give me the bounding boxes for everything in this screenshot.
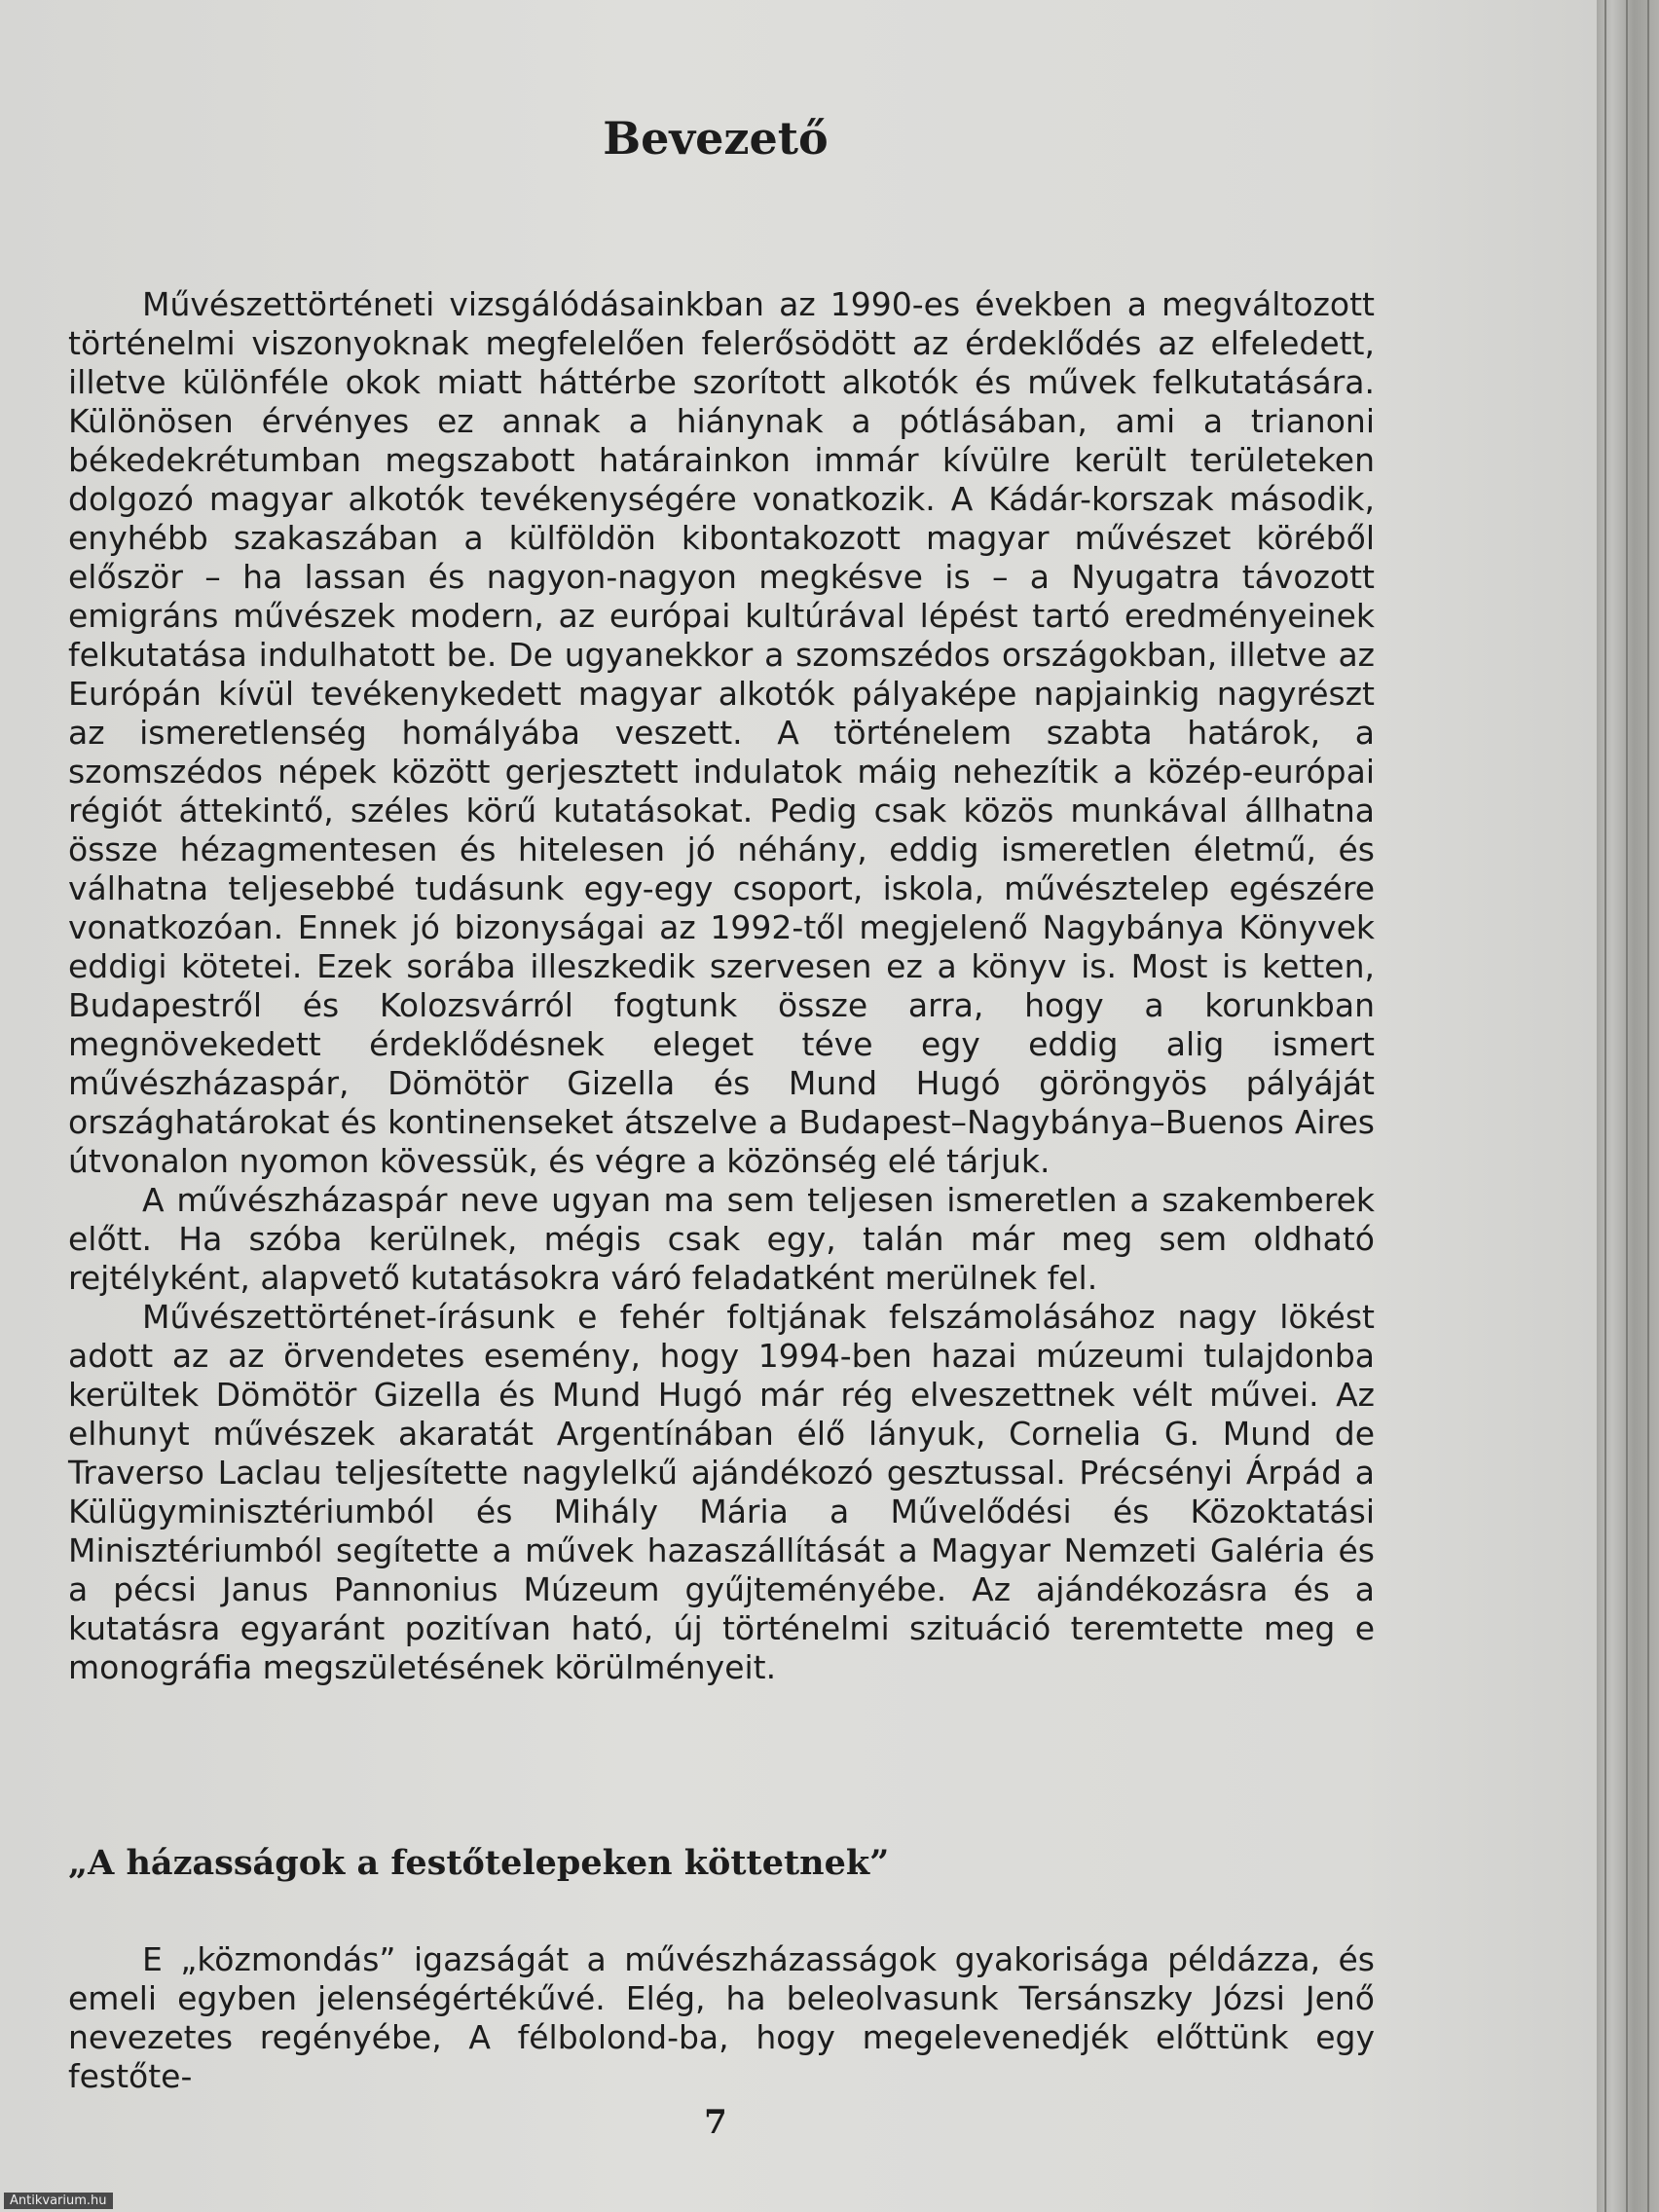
spine-edge-line bbox=[1647, 0, 1649, 2212]
page-title: Bevezető bbox=[603, 112, 829, 165]
section-heading: „A házasságok a festőtelepeken köttetnek” bbox=[68, 1843, 890, 1883]
section-text bbox=[68, 1940, 1375, 2096]
paragraph: A művészházaspár neve ugyan ma sem teljesen ismeretlen a szakemberek előtt. Ha szóba kerülnek, mégis csak egy, talán már meg sem oldható rejtélyként, alapvető kutatásokra váró feladatként merülnek fel. bbox=[68, 1181, 1375, 1297]
book-spine bbox=[1597, 0, 1659, 2212]
spine-edge-line bbox=[1626, 0, 1628, 2212]
paragraph: Művészettörténet-írásunk e fehér foltjának felszámolásához nagy lökést adott az az örvendetes esemény, hogy 1994-ben hazai múzeumi tulajdonba kerültek Dömötör Gizella és Mund Hugó már rég elveszettnek vélt művei. Az elhunyt művészek akaratát Argentínában élő lányuk, Cornelia G. Mund de Traverso Laclau teljesítette nagylelkű ajándékozó gesztussal. Précsényi Árpád a Külügyminisztériumból és Mihály Mária a Művelődési és Közoktatási Minisztériumból segítette a művek hazaszállítását a Magyar Nemzeti Galéria és a pécsi Janus Pannonius Múzeum gyűjteményébe. Az ajándékozásra és a kutatásra egyaránt pozitívan ható, új történelmi szituáció teremtette meg e monográfia megszületésének körülményeit. bbox=[68, 1298, 1375, 1686]
spine-edge-line bbox=[1604, 0, 1606, 2212]
watermark: Antikvarium.hu bbox=[4, 2193, 113, 2209]
intro-text bbox=[68, 285, 1375, 1687]
paragraph: E „közmondás” igazságát a művészházasságok gyakorisága példázza, és emeli egyben jelenségértékűvé. Elég, ha beleolvasunk Tersánszky Józsi Jenő nevezetes regényébe, A félbolond-ba, hogy megelevenedjék előttünk egy festőte- bbox=[68, 1940, 1375, 2095]
page-number: 7 bbox=[704, 2103, 727, 2142]
paragraph: Művészettörténeti vizsgálódásainkban az 1990-es években a megváltozott történelmi viszonyoknak megfelelően felerősödött az érdeklődés az elfeledett, illetve különféle okok miatt háttérbe szorított alkotók és művek felkutatására. Különösen érvényes ez annak a hiánynak a pótlásában, ami a trianoni békedekrétumban megszabott határainkon immár kívülre került területeken dolgozó magyar alkotók tevékenységére vonatkozik. A Kádár-korszak második, enyhébb szakaszában a külföldön kibontakozott magyar művészet köréből először – ha lassan és nagyon-nagyon megkésve is – a Nyugatra távozott emigráns művészek modern, az európai kultúrával lépést tartó eredményeinek felkutatása indulhatott be. De ugyanekkor a szomszédos országokban, illetve az Európán kívül tevékenykedett magyar alkotók pályaképe napjainkig nagyrészt az ismeretlenség homályába veszett. A történelem szabta határok, a szomszédos népek között gerjesztett indulatok máig nehezítik a közép-európai régiót áttekintő, széles körű kutatásokat. Pedig csak közös munkával állhatna össze hézagmentesen és hitelesen jó néhány, eddig ismeretlen életmű, és válhatna teljesebbé tudásunk egy-egy csoport, iskola, művésztelep egészére vonatkozóan. Ennek jó bizonyságai az 1992-től megjelenő Nagybánya Könyvek eddigi kötetei. Ezek sorába illeszkedik szervesen ez a könyv is. Most is ketten, Budapestről és Kolozsvárról fogtunk össze arra, hogy a korunkban megnövekedett érdeklődésnek eleget téve egy eddig alig ismert művészházaspár, Dömötör Gizella és Mund Hugó göröngyös pályáját országhatárokat és kontinenseket átszelve a Budapest–Nagybánya–Buenos Aires útvonalon nyomon kövessük, és végre a közönség elé tárjuk. bbox=[68, 285, 1375, 1180]
